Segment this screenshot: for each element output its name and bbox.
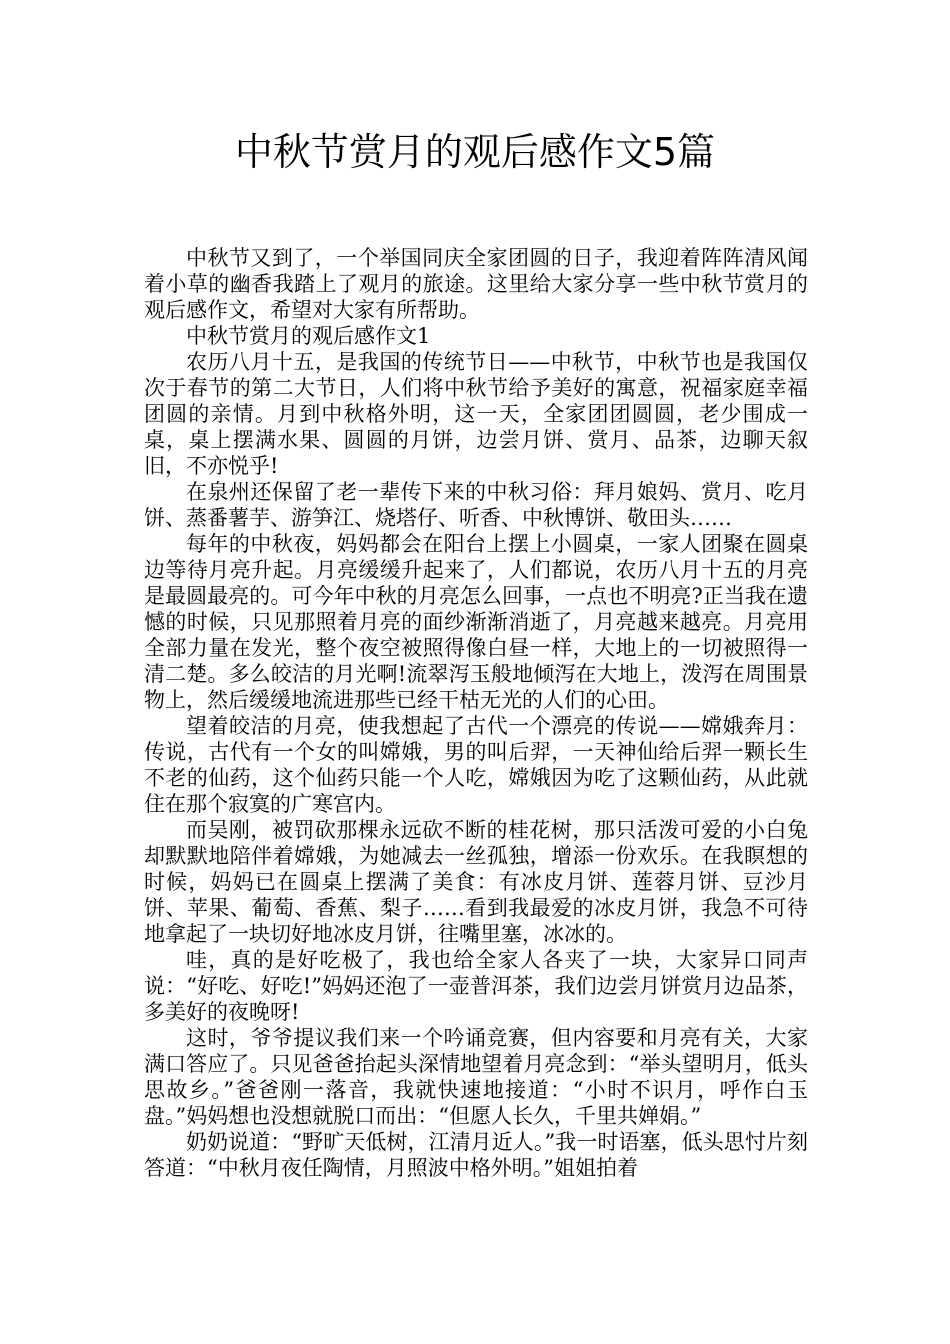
paragraph: 每年的中秋夜，妈妈都会在阳台上摆上小圆桌，一家人团聚在圆桌边等待月亮升起。月亮缓缓升起来了，人们都说，农历八月十五的月亮是最圆最亮的。可今年中秋的月亮怎么回事，一点也不明亮?正当我在遗憾的时候，只见那照着月亮的面纱渐渐消逝了，月亮越来越亮。月亮用全部力量在发光，整个夜空被照得像白昼一样，大地上的一切被照得一清二楚。多么皎洁的月光啊!流翠泻玉般地倾泻在大地上，泼泻在周围景物上，然后缓缓地流进那些已经干枯无光的人们的心田。	[144, 532, 808, 712]
section-heading: 中秋节赏月的观后感作文1	[186, 324, 431, 348]
paragraph: 这时，爷爷提议我们来一个吟诵竞赛，但内容要和月亮有关，大家满口答应了。只见爸爸抬起头深情地望着月亮念到：“举头望明月，低头思故乡。”爸爸刚一落音，我就快速地接道：“小时不识月，呼作白玉盘。”妈妈想也没想就脱口而出：“但愿人长久，千里共婵娟。”	[144, 1026, 808, 1128]
paragraph: 农历八月十五，是我国的传统节日——中秋节，中秋节也是我国仅次于春节的第二大节日，人们将中秋节给予美好的寓意，祝福家庭幸福团圆的亲情。月到中秋格外明，这一天，全家团团圆圆，老少围成一桌，桌上摆满水果、圆圆的月饼，边尝月饼、赏月、品茶，边聊天叙旧，不亦悦乎!	[144, 350, 808, 478]
paragraph: 哇，真的是好吃极了，我也给全家人各夹了一块，大家异口同声说：“好吃、好吃!”妈妈还泡了一壶普洱茶，我们边尝月饼赏月边品茶，多美好的夜晚呀!	[144, 948, 808, 1024]
paragraph-intro: 中秋节又到了，一个举国同庆全家团圆的日子，我迎着阵阵清风闻着小草的幽香我踏上了观月的旅途。这里给大家分享一些中秋节赏月的观后感作文，希望对大家有所帮助。	[144, 246, 808, 322]
paragraph: 望着皎洁的月亮，使我想起了古代一个漂亮的传说——嫦娥奔月：传说，古代有一个女的叫嫦娥，男的叫后羿，一天神仙给后羿一颗长生不老的仙药，这个仙药只能一个人吃，嫦娥因为吃了这颗仙药，从此就住在那个寂寞的广寒宫内。	[144, 714, 808, 816]
document-body	[144, 245, 808, 1181]
paragraph: 而吴刚，被罚砍那棵永远砍不断的桂花树，那只活泼可爱的小白兔却默默地陪伴着嫦娥，为她减去一丝孤独，增添一份欢乐。在我瞑想的时候，妈妈已在圆桌上摆满了美食：有冰皮月饼、莲蓉月饼、豆沙月饼、苹果、葡萄、香蕉、梨子……看到我最爱的冰皮月饼，我急不可待地拿起了一块切好地冰皮月饼，往嘴里塞，冰冰的。	[144, 818, 808, 946]
document-title: 中秋节赏月的观后感作文5篇	[234, 130, 716, 174]
paragraph: 奶奶说道：“野旷天低树，江清月近人。”我一时语塞，低头思忖片刻答道：“中秋月夜任陶情，月照波中格外明。”姐姐拍着	[144, 1130, 808, 1180]
paragraph: 在泉州还保留了老一辈传下来的中秋习俗：拜月娘妈、赏月、吃月饼、蒸番薯芋、游笋江、烧塔仔、听香、中秋博饼、敬田头……	[144, 480, 808, 530]
